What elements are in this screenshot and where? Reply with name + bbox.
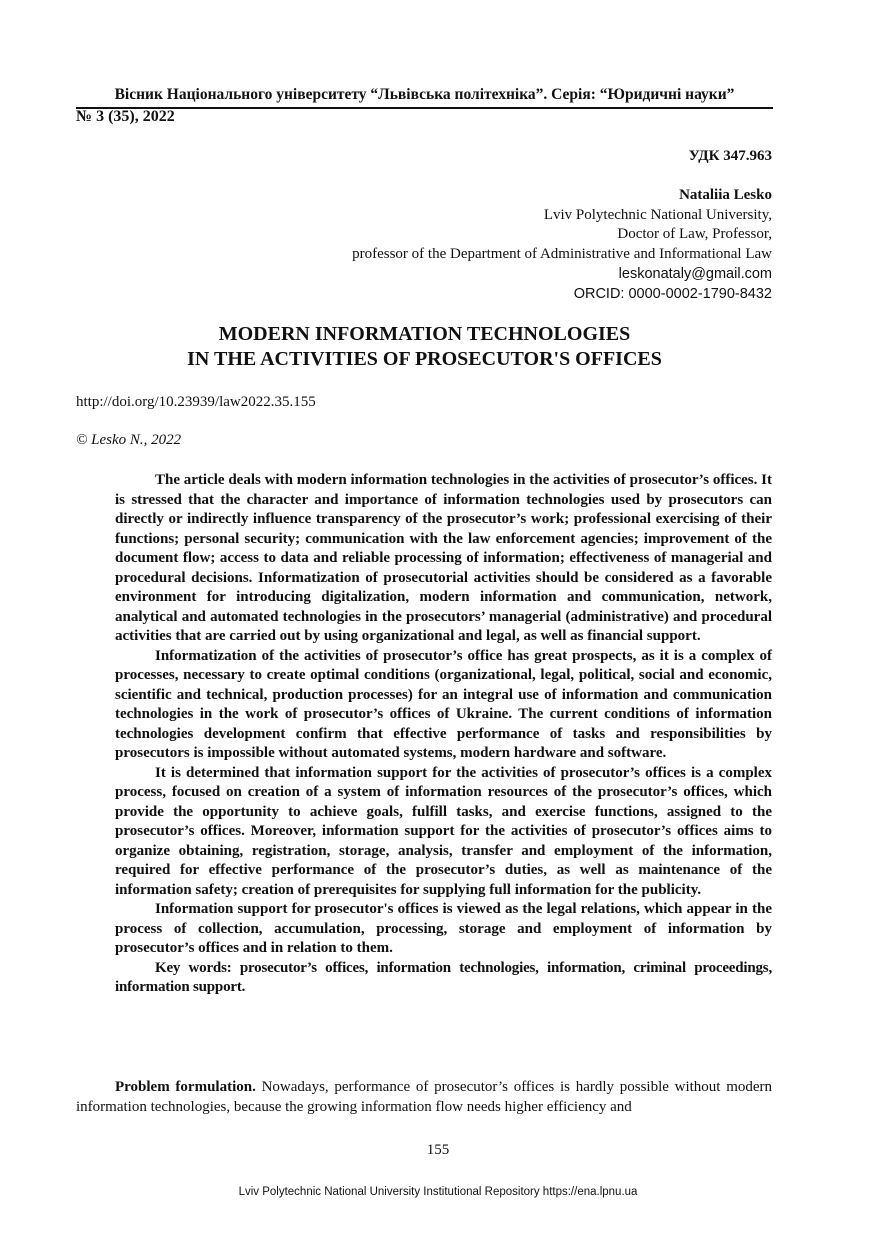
journal-header: Вісник Національного університету “Львівська політехніка”. Серія: “Юридичні науки” — [76, 86, 773, 109]
article-title — [76, 322, 773, 372]
author-name: Nataliia Lesko — [679, 187, 772, 203]
repository-footer: Lviv Polytechnic National University Institutional Repository https://ena.lpnu.ua — [238, 1186, 638, 1198]
doi-link[interactable]: http://doi.org/10.23939/law2022.35.155 — [76, 394, 316, 410]
abstract-paragraph: The article deals with modern information technologies in the activities of prosecutor’s offices. It is stressed that the character and importance of information technologies used by prosecutors can directly or indirectly influence transparency of the prosecutor’s work; professional exercising of their functions; personal security; communication with the law enforcement agencies; improvement of the document flow; access to data and reliable processing of information; effectiveness of managerial and procedural decisions. Informatization of prosecutorial activities should be considered as a favorable environment for introducing digitalization, modern information and communication, network, analytical and automated technologies in the prosecutors’ managerial (administrative) and procedural activities that are carried out by using organizational and legal, as well as financial support. — [115, 472, 772, 644]
body-paragraph-text: Nowadays, performance of prosecutor’s offices is hardly possible without modern information technologies, because the growing information flow needs higher efficiency and — [76, 1079, 773, 1115]
title-line-2: IN THE ACTIVITIES OF PROSECUTOR'S OFFICES — [187, 348, 662, 370]
title-line-1: MODERN INFORMATION TECHNOLOGIES — [218, 323, 631, 345]
copyright: © Lesko N., 2022 — [76, 432, 182, 448]
author-email[interactable]: leskonataly@gmail.com — [618, 265, 772, 282]
author-degree: Doctor of Law, Professor, — [617, 226, 772, 243]
abstract-paragraph: Information support for prosecutor's offices is viewed as the legal relations, which appear in the process of collection, accumulation, processing, storage and employment of information by prosecutor’s offices and in relation to them. — [115, 901, 772, 956]
issue-number: № 3 (35), 2022 — [76, 108, 175, 125]
author-position: professor of the Department of Administrative and Informational Law — [352, 246, 772, 263]
keywords: Key words: prosecutor’s offices, information technologies, information, criminal proceedings, information support. — [115, 959, 772, 995]
author-block — [352, 186, 772, 304]
udk-code: УДК 347.963 — [688, 148, 772, 164]
abstract-paragraph: It is determined that information support for the activities of prosecutor’s offices is a complex process, focused on creation of a system of information resources of the prosecutor’s offices, which provide the opportunity to achieve goals, fulfill tasks, and exercise functions, assigned to the prosecutor’s offices. Moreover, information support for the activities of prosecutor’s offices aims to organize obtaining, registration, storage, analysis, transfer and employment of the information, required for effective performance of the prosecutor’s duties, as well as maintenance of the information safety; creation of prerequisites for supplying full information for the publicity. — [115, 764, 772, 898]
body-paragraph — [76, 1077, 772, 1117]
body-text — [76, 1077, 772, 1117]
section-lead: Problem formulation. — [115, 1079, 256, 1095]
author-orcid: ORCID: 0000-0002-1790-8432 — [573, 285, 772, 302]
page-number: 155 — [426, 1142, 450, 1158]
abstract-paragraph: Informatization of the activities of prosecutor’s office has great prospects, as it is a complex of processes, necessary to create optimal conditions (organizational, legal, political, social and economic, scientific and technical, production processes) for an integral use of information and communication technologies in the work of prosecutor’s offices of Ukraine. The current conditions of information technologies development confirm that effective performance of tasks and responsibilities by prosecutors is impossible without automated systems, modern hardware and software. — [115, 647, 772, 761]
author-affiliation: Lviv Polytechnic National University, — [543, 206, 772, 223]
abstract — [115, 471, 772, 998]
